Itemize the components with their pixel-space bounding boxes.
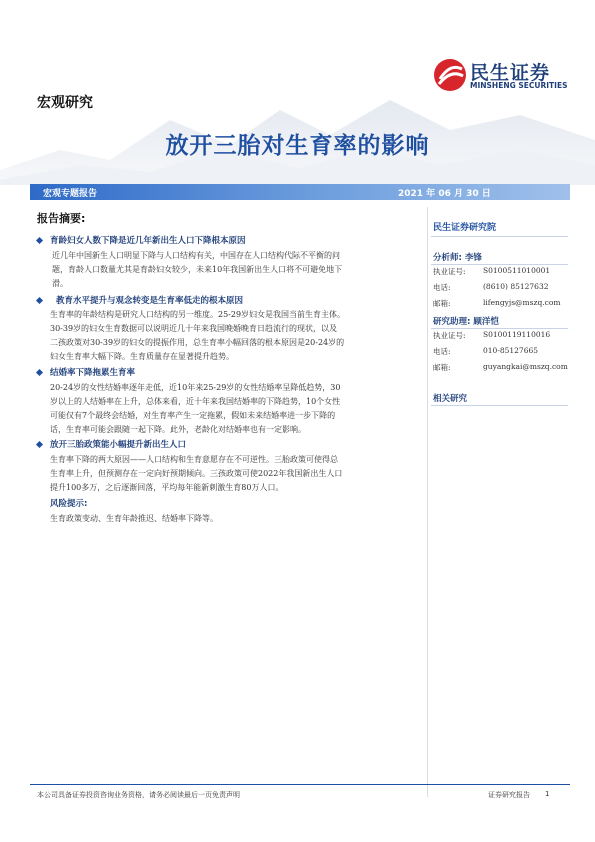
footer-disclaimer: 本公司具备证券投资咨询业务资格，请务必阅读最后一页免责声明	[37, 791, 240, 799]
assistant-heading: 研究助理: 顾洋恺	[433, 317, 499, 327]
assistant-phone-value: 010-85127665	[483, 346, 539, 355]
analyst-email-label: 邮箱:	[433, 299, 451, 308]
assistant-email-value[interactable]: guyangkai@mszq.com	[483, 362, 568, 371]
risk-text: 生育政策变动、生育年龄推迟、结婚率下降等。	[50, 514, 218, 523]
section-heading: 结婚率下降拖累生育率	[50, 368, 136, 378]
section-bullet-icon	[36, 369, 43, 376]
paragraph-line: 提升100多万，之后逐渐回落，平均每年能新刺激生育80万人口。	[50, 483, 284, 492]
section-heading: 教育水平提升与观念转变是生育率低走的根本原因	[56, 296, 244, 306]
paragraph-line: 20-24岁的女性结婚率逐年走低，近10年来25-29岁的女性结婚率呈降低趋势，30	[50, 383, 341, 392]
paragraph-line: 岁以上的人结婚率在上升，总体来看，近十年来我国结婚率的下降趋势，10个女性	[50, 397, 341, 406]
research-institute: 民生证券研究院	[433, 223, 497, 233]
report-date: 2021 年 06 月 30 日	[398, 189, 491, 199]
section-paragraph	[50, 381, 422, 437]
paragraph-line: 滑。	[52, 279, 68, 288]
risk-heading: 风险提示:	[50, 499, 88, 509]
assistant-phone-label: 电话:	[433, 347, 451, 356]
footer-report-label: 证券研究报告	[488, 791, 530, 799]
section-paragraph	[52, 249, 422, 291]
assistant-email-label: 邮箱:	[433, 363, 451, 372]
side-rule	[431, 236, 568, 237]
analyst-email-value[interactable]: lifengyjs@mszq.com	[483, 298, 561, 307]
paragraph-line: 妇女生育率大幅下降。生育质量存在显著提升趋势。	[50, 352, 234, 361]
paragraph-line: 题，育龄人口数量尤其是育龄妇女较少，未来10年我国新出生人口将不可避免地下	[52, 265, 343, 274]
side-rule	[431, 405, 568, 406]
paragraph-line: 30-39岁的妇女生育数据可以说明近几十年来我国晚婚晚育日趋流行的现状，以及	[50, 324, 338, 333]
footer-rule	[30, 784, 570, 785]
side-rule	[431, 264, 568, 265]
assistant-license-label: 执业证号:	[433, 331, 466, 340]
assistant-license-value: S0100119110016	[483, 330, 551, 339]
report-category: 宏观研究	[37, 95, 93, 111]
summary-title: 报告摘要:	[37, 212, 86, 225]
section-bullet-icon	[36, 441, 43, 448]
paragraph-line: 二孩政策对30-39岁的妇女的提振作用，总生育率小幅回落的根本原因是20-24岁的	[50, 338, 345, 347]
section-paragraph	[50, 453, 422, 495]
paragraph-line: 可能仅有7个最终会结婚，对生育率产生一定拖累，假如未来结婚率进一步下降的	[50, 411, 336, 420]
report-type: 宏观专题报告	[43, 189, 98, 199]
section-bullet-icon	[36, 237, 43, 244]
side-rule	[431, 328, 568, 329]
paragraph-line: 近几年中国新生人口明显下降与人口结构有关，中国存在人口结构代际不平衡的问	[52, 251, 340, 260]
analyst-phone-value: (8610) 85127632	[483, 282, 549, 291]
section-bullet-icon	[36, 297, 43, 304]
paragraph-line: 生育率上升，但预测存在一定向好预期倾向。三孩政策可使2022年我国新出生人口	[50, 469, 343, 478]
related-research-heading: 相关研究	[433, 394, 468, 404]
paragraph-line: 生育率下降的两大原因——人口结构和生育意愿存在不可逆性。三胎政策可使得总	[50, 455, 338, 464]
report-title: 放开三胎对生育率的影响	[165, 133, 430, 159]
paragraph-line: 生育率的年龄结构是研究人口结构的另一维度。25-29岁妇女是我国当前生育主体。	[50, 310, 346, 319]
section-heading: 育龄妇女人数下降是近几年新出生人口下降根本原因	[50, 236, 246, 246]
paragraph-line: 话，生育率可能会跟随一起下降。此外，老龄化对结婚率也有一定影响。	[50, 425, 306, 434]
analyst-heading: 分析师: 李锋	[433, 253, 482, 263]
page-number: 1	[545, 790, 550, 798]
section-heading: 放开三胎政策能小幅提升新出生人口	[50, 440, 187, 450]
logo-chinese-name: 民生证券	[470, 62, 551, 84]
analyst-phone-label: 电话:	[433, 283, 451, 292]
analyst-license-label: 执业证号:	[433, 267, 466, 276]
logo-english-name: MINSHENG SECURITIES	[470, 81, 568, 90]
section-paragraph	[50, 308, 422, 364]
analyst-license-value: S0100511010001	[483, 266, 551, 275]
column-divider	[427, 207, 428, 797]
